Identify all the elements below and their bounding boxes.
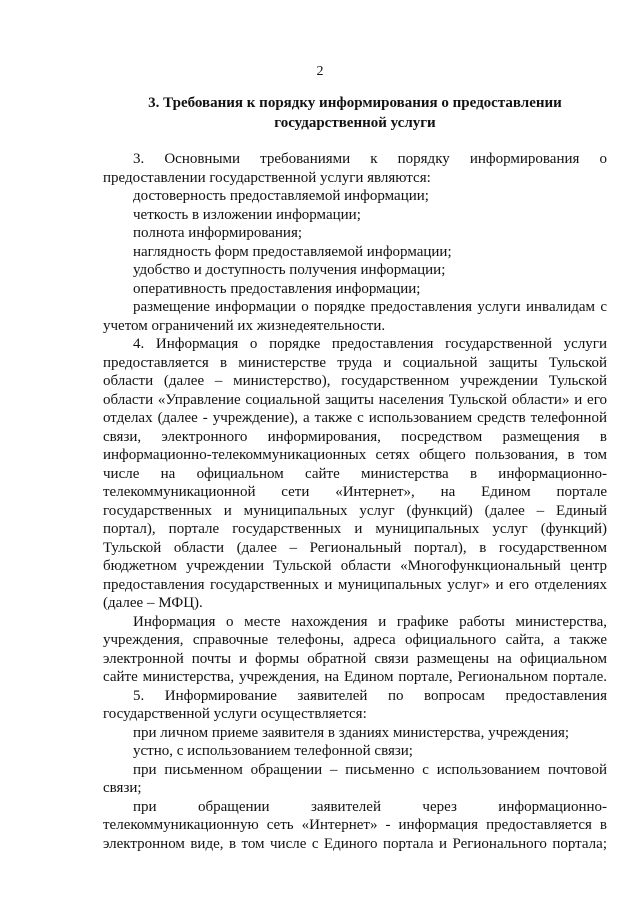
page-number: 2 bbox=[316, 64, 324, 79]
section-title bbox=[103, 93, 607, 133]
text-line: числе на официальном сайте министерства в информационно- bbox=[103, 465, 607, 482]
text-line: достоверность предоставляемой информации; bbox=[133, 188, 429, 204]
text-line: четкость в изложении информации; bbox=[133, 206, 361, 223]
text-line: удобство и доступность получения информации; bbox=[133, 262, 446, 278]
text-line: предоставлении государственной услуги являются: bbox=[103, 169, 431, 186]
text-line: связи; bbox=[103, 780, 142, 796]
text-line: (далее – МФЦ). bbox=[103, 595, 203, 611]
text-line: 4. Информация о порядке предоставления государственной услуги bbox=[133, 336, 607, 352]
text-line: учреждения, справочные телефоны, адреса официального сайта, а также bbox=[103, 632, 607, 648]
document-body bbox=[103, 150, 607, 853]
text-line: государственных и муниципальных услуг (функций) (далее – Единый bbox=[103, 502, 607, 519]
text-line: предоставляется в министерстве труда и социальной защиты Тульской bbox=[103, 354, 607, 371]
text-line: бюджетном учреждении Тульской области «Многофункциональный центр bbox=[103, 558, 607, 574]
text-line: оперативность предоставления информации; bbox=[133, 280, 421, 297]
text-line: электронной почты и формы обратной связи размещены на официальном bbox=[103, 650, 607, 667]
text-line: при личном приеме заявителя в зданиях министерства, учреждения; bbox=[133, 724, 570, 741]
text-line: телекоммуникационную сеть «Интернет» - информация предоставляется в bbox=[103, 817, 607, 833]
text-line: учетом ограничений их жизнедеятельности. bbox=[103, 317, 386, 334]
text-line: информационно-телекоммуникационных сетях общего пользования, в том bbox=[103, 447, 607, 463]
text-line: области «Управление социальной защиты населения Тульской области» и его bbox=[103, 391, 607, 408]
text-line: 3. Основными требованиями к порядку информирования о bbox=[133, 151, 607, 167]
text-line: отделах (далее - учреждение), а также с использованием средств телефонной bbox=[103, 410, 607, 426]
text-line: сайте министерства, учреждения, на Едином портале, Региональном портале. bbox=[103, 669, 607, 685]
text-line: размещение информации о порядке предоставления услуги инвалидам с bbox=[133, 299, 607, 315]
text-line: государственной услуги осуществляется: bbox=[103, 706, 367, 722]
text-line: 5. Информирование заявителей по вопросам предоставления bbox=[133, 687, 607, 704]
text-line: области (далее – министерство), государственном учреждении Тульской bbox=[103, 373, 607, 389]
section-title-line: 3. Требования к порядку информирования о предоставлении bbox=[148, 95, 562, 111]
text-line: при обращении заявителей через информационно- bbox=[133, 798, 607, 815]
text-line: Информация о месте нахождения и графике работы министерства, bbox=[133, 613, 607, 630]
text-line: полнота информирования; bbox=[133, 225, 303, 241]
text-line: портал), портале государственных и муниципальных услуг (функций) bbox=[103, 521, 607, 537]
text-line: при письменном обращении – письменно с использованием почтовой bbox=[133, 761, 607, 778]
text-line: электронном виде, в том числе с Единого портала и Регионального портала; bbox=[103, 835, 607, 852]
text-line: наглядность форм предоставляемой информации; bbox=[133, 243, 452, 260]
text-line: устно, с использованием телефонной связи; bbox=[133, 743, 413, 759]
text-line: телекоммуникационной сети «Интернет», на Едином портале bbox=[103, 484, 607, 500]
text-line: связи, электронного информирования, посредством размещения в bbox=[103, 428, 607, 445]
section-title-line: государственной услуги bbox=[274, 115, 436, 131]
text-line: предоставления государственных и муниципальных услуг» и его отделениях bbox=[103, 576, 607, 593]
text-line: Тульской области (далее – Региональный портал), в государственном bbox=[103, 539, 607, 556]
